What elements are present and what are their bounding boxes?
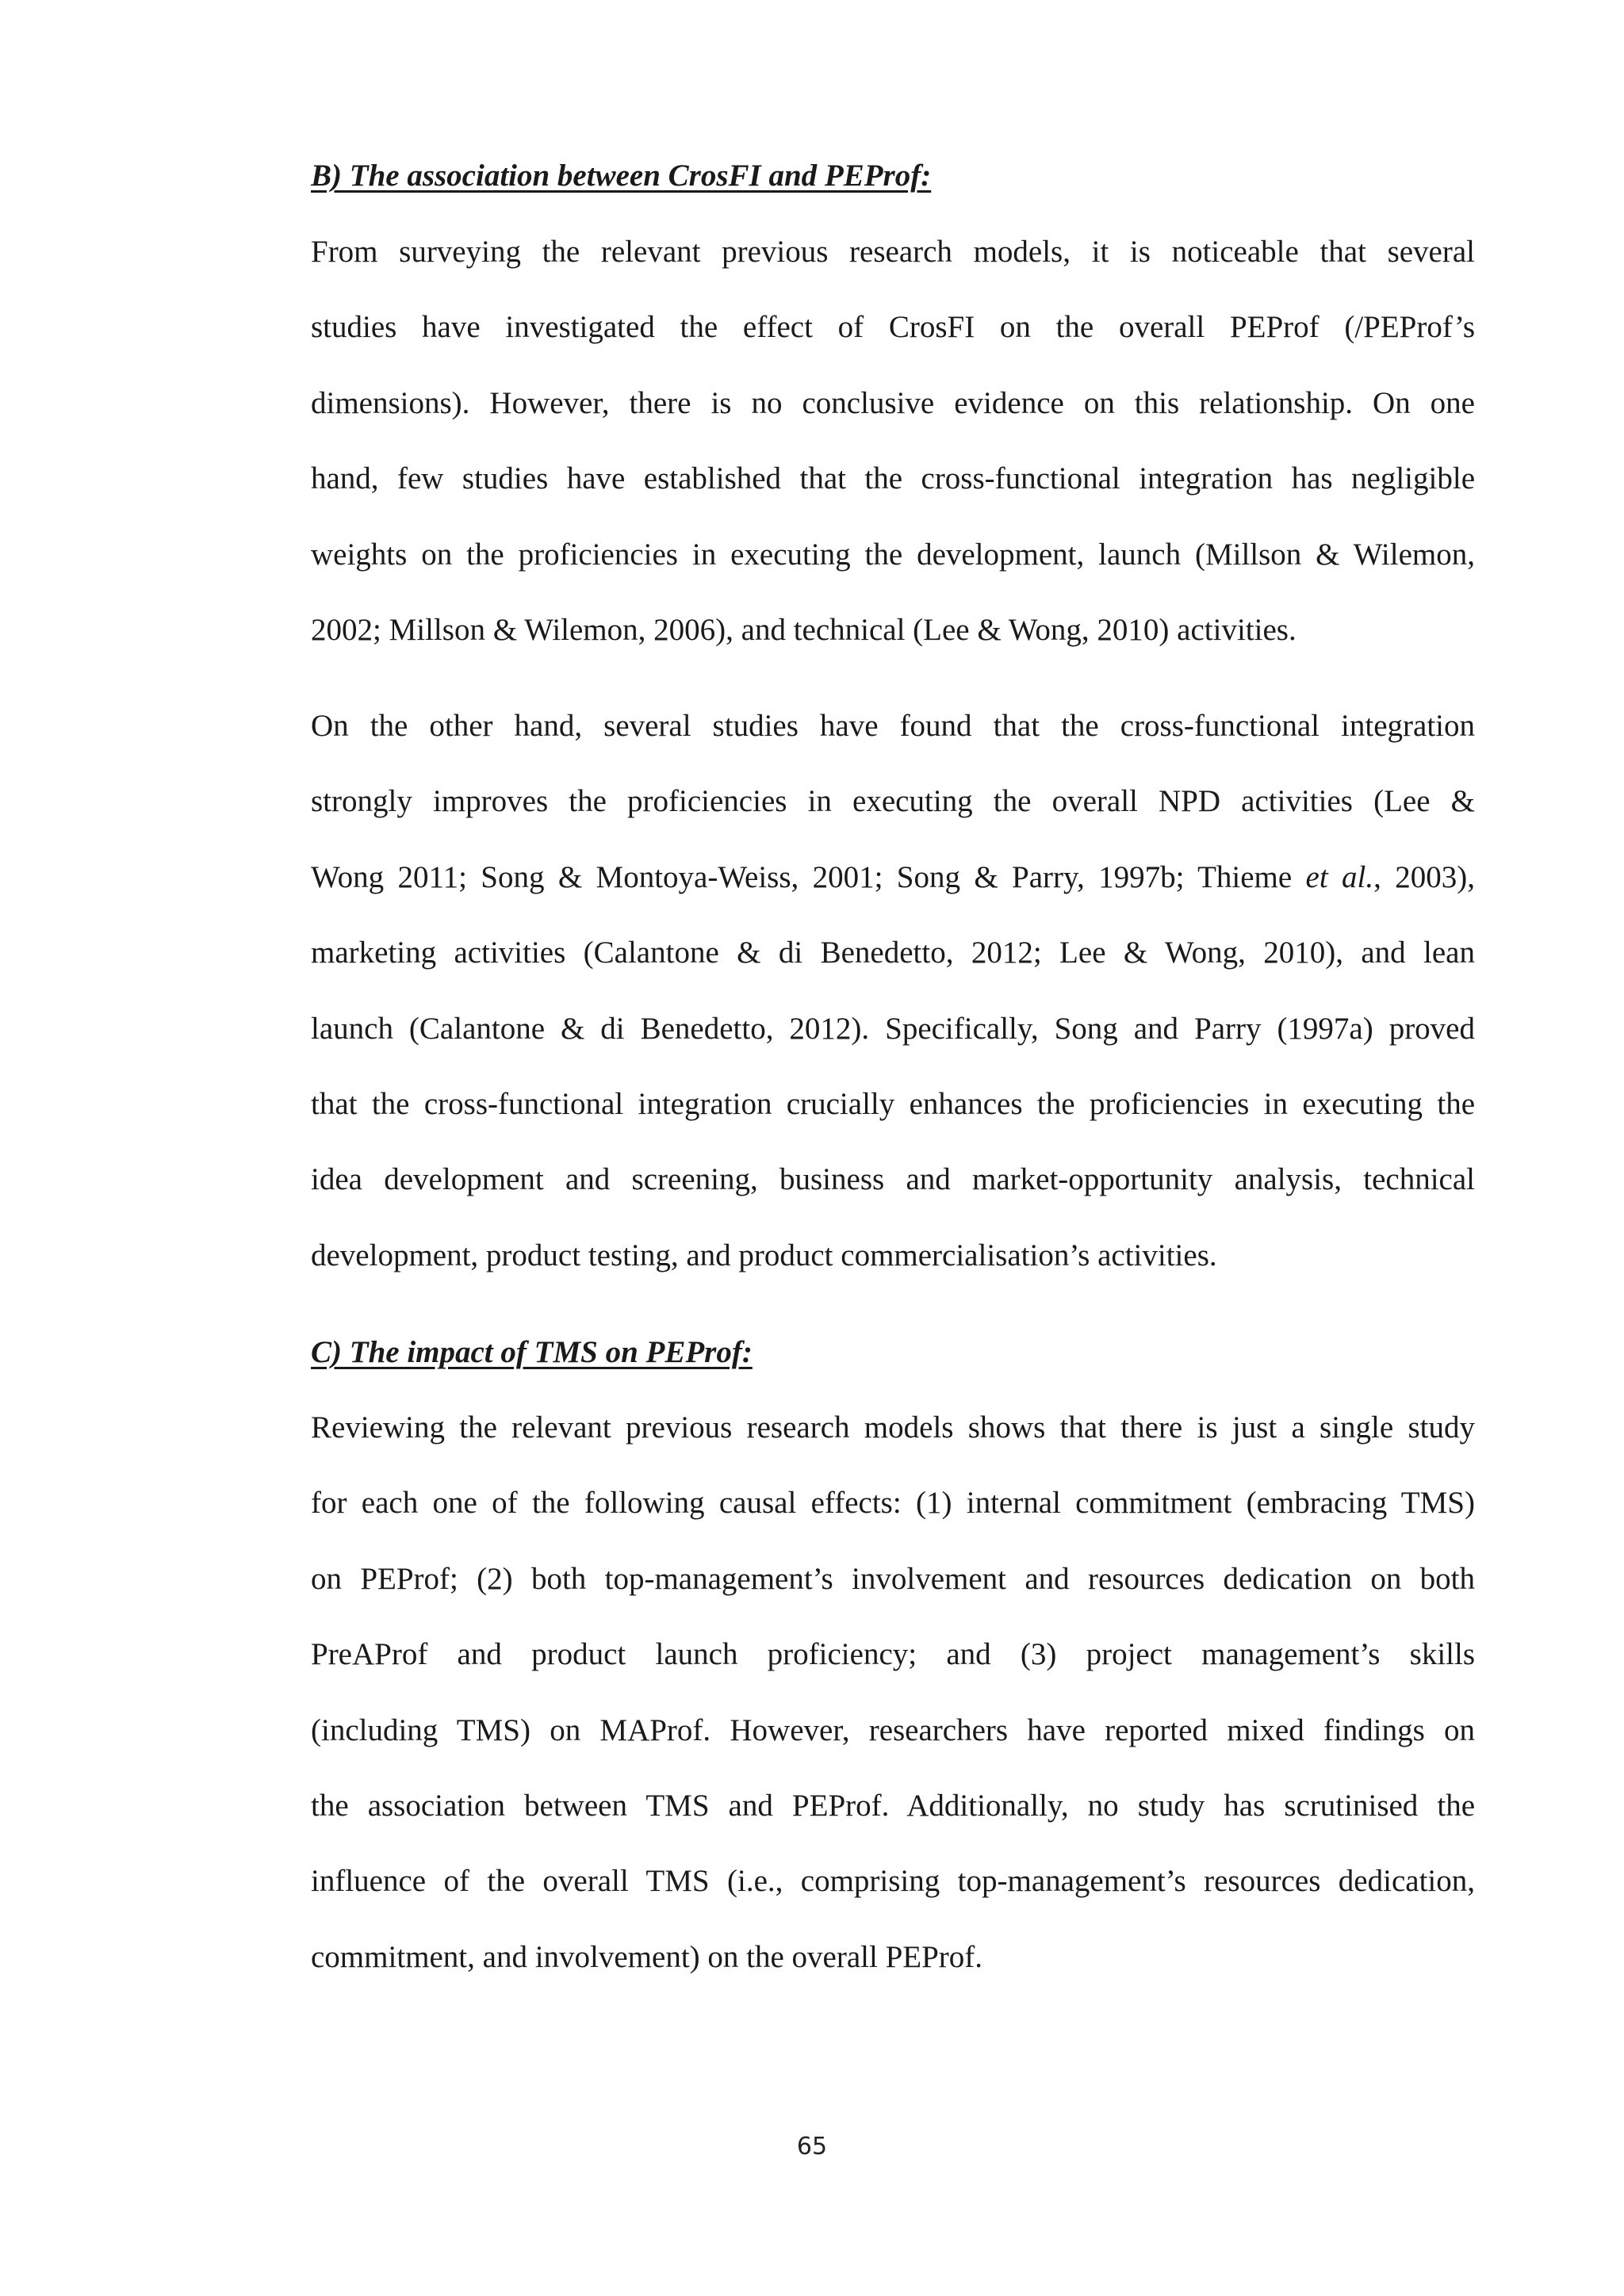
text-line-with-italic — [311, 840, 1475, 915]
text-line: launch (Calantone & di Benedetto, 2012). Specifically, Song and Parry (1997a) proved — [311, 1011, 1475, 1046]
text-segment: , 2003), — [1373, 859, 1475, 894]
text-line: the association between TMS and PEProf. Additionally, no study has scrutinised the — [311, 1788, 1475, 1823]
text-segment: Wong 2011; Song & Montoya-Weiss, 2001; Song & Parry, 1997b; Thieme — [311, 859, 1306, 894]
text-line: studies have investigated the effect of CrosFI on the overall PEProf (/PEProf’s — [311, 310, 1475, 345]
text-line: for each one of the following causal effects: (1) internal commitment (embracing TMS) — [311, 1486, 1475, 1521]
section-b-heading: B) The association between CrosFI and PEProf: — [311, 159, 932, 193]
text-line: idea development and screening, business and market-opportunity analysis, technical — [311, 1162, 1475, 1197]
text-line: influence of the overall TMS (i.e., comprising top-management’s resources dedication, — [311, 1864, 1475, 1899]
text-line: From surveying the relevant previous research models, it is noticeable that several — [311, 235, 1475, 269]
text-line: Reviewing the relevant previous research models shows that there is just a single study — [311, 1410, 1475, 1445]
text-line: (including TMS) on MAProf. However, researchers have reported mixed findings on — [311, 1712, 1475, 1747]
text-line: that the cross-functional integration crucially enhances the proficiencies in executing the — [311, 1086, 1475, 1121]
section-c-heading: C) The impact of TMS on PEProf: — [311, 1335, 753, 1369]
page-number: 65 — [796, 2133, 828, 2160]
section-b-paragraph-1 — [311, 214, 1475, 668]
text-line: marketing activities (Calantone & di Benedetto, 2012; Lee & Wong, 2010), and lean — [311, 936, 1475, 970]
section-c-paragraph — [311, 1390, 1475, 1995]
text-line: development, product testing, and product commercialisation’s activities. — [311, 1238, 1217, 1272]
text-line: on PEProf; (2) both top-management’s involvement and resources dedication on both — [311, 1561, 1475, 1596]
text-line: PreAProf and product launch proficiency; and (3) project management’s skills — [311, 1637, 1475, 1672]
text-line: On the other hand, several studies have found that the cross-functional integration — [311, 709, 1475, 743]
text-line: dimensions). However, there is no conclusive evidence on this relationship. On one — [311, 385, 1475, 420]
text-line: 2002; Millson & Wilemon, 2006), and technical (Lee & Wong, 2010) activities. — [311, 612, 1297, 647]
text-line: strongly improves the proficiencies in executing the overall NPD activities (Lee & — [311, 784, 1475, 819]
text-line: commitment, and involvement) on the overall PEProf. — [311, 1939, 982, 1974]
section-b-paragraph-2 — [311, 688, 1475, 1293]
text-line: hand, few studies have established that the cross-functional integration has negligible — [311, 461, 1475, 496]
italic-citation: et al. — [1305, 859, 1374, 894]
text-line: weights on the proficiencies in executing the development, launch (Millson & Wilemon, — [311, 537, 1475, 572]
